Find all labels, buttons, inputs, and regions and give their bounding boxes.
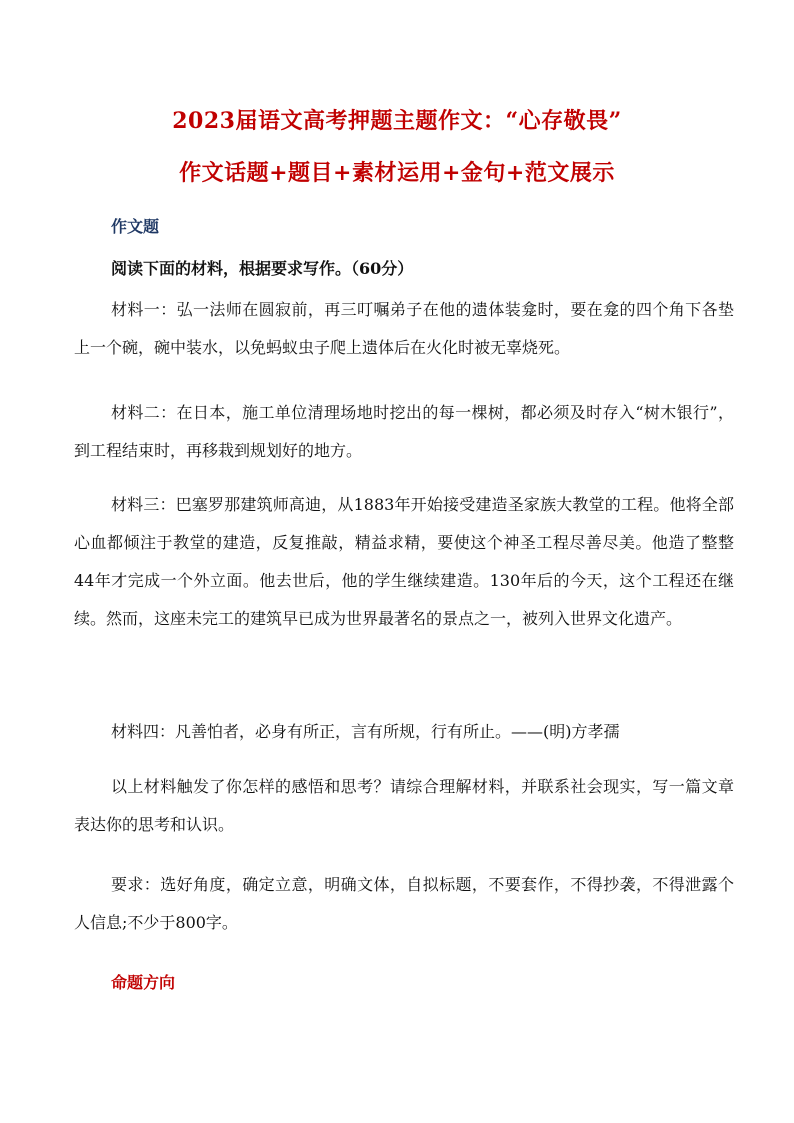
material-4-paragraph: 材料四：凡善怕者，必身有所正，言有所规，行有所止。——(明)方孝孺 [111, 722, 620, 741]
section-heading-direction: 命题方向 [111, 973, 176, 992]
essay-requirements-paragraph: 要求：选好角度，确定立意，明确文体，自拟标题，不要套作，不得抄袭，不得泄露个人信息;不少于800字。 [74, 875, 734, 932]
material-2-paragraph: 材料二：在日本，施工单位清理场地时挖出的每一棵树，都必须及时存入“树木银行”，到工程结束时，再移栽到规划好的地方。 [74, 403, 734, 460]
essay-prompt-paragraph: 以上材料触发了你怎样的感悟和思考？请综合理解材料，并联系社会现实，写一篇文章表达你的思考和认识。 [74, 777, 734, 834]
material-3-paragraph: 材料三：巴塞罗那建筑师高迪，从1883年开始接受建造圣家族大教堂的工程。他将全部心血都倾注于教堂的建造，反复推敲，精益求精，要使这个神圣工程尽善尽美。他造了整整44年才完成一个外立面。他去世后，他的学生继续建造。130年后的今天，这个工程还在继续。然而，这座未完工的建筑早已成为世界最著名的景点之一，被列入世界文化遗产。 [74, 495, 734, 628]
essay-instruction: 阅读下面的材料，根据要求写作。（60分） [111, 259, 414, 278]
material-1-paragraph: 材料一：弘一法师在圆寂前，再三叮嘱弟子在他的遗体装龛时，要在龛的四个角下各垫上一个碗，碗中装水，以免蚂蚁虫子爬上遗体后在火化时被无辜烧死。 [74, 300, 734, 357]
document-title-line-2: 作文话题+题目+素材运用+金句+范文展示 [179, 160, 615, 186]
document-title-line-1: 2023届语文高考押题主题作文：“心存敬畏” [172, 108, 622, 134]
section-heading-essay: 作文题 [111, 217, 160, 236]
